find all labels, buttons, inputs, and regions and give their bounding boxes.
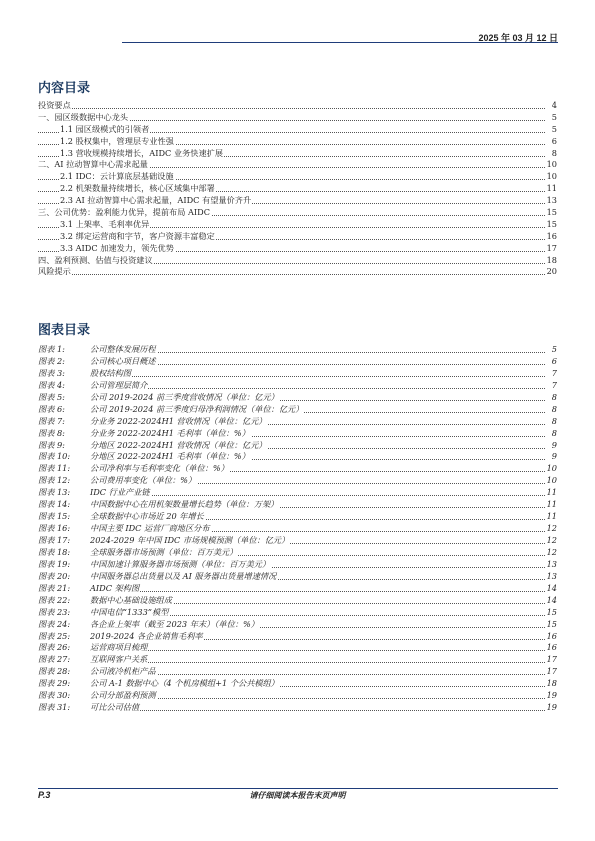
figure-item[interactable]: [38, 535, 557, 547]
figure-page: 19: [546, 702, 557, 713]
figure-page: 15: [546, 606, 557, 617]
figure-number: 图表 18:: [38, 546, 71, 557]
toc-item-label: 二、AI 拉动智算中心需求起量: [38, 159, 148, 170]
figure-page: 9: [551, 439, 557, 450]
toc-item-label: 投资要点: [38, 100, 71, 110]
figure-page: 8: [551, 415, 557, 426]
toc-item-page: 10: [546, 171, 557, 182]
figure-item[interactable]: [38, 666, 557, 678]
toc-item[interactable]: [38, 159, 557, 171]
figure-title: 中国数据中心在用机架数量增长趋势（单位：万架）: [90, 499, 279, 510]
figure-number: 图表 19:: [38, 558, 71, 569]
figure-title: 公司 2019-2024 前三季度营收情况（单位：亿元）: [90, 391, 279, 402]
toc-item[interactable]: [38, 255, 557, 267]
figure-item[interactable]: [38, 690, 557, 702]
toc-item[interactable]: [38, 100, 557, 112]
toc-list: [38, 100, 557, 278]
toc-item-page: 8: [551, 147, 557, 158]
figure-page: 10: [546, 475, 557, 486]
figure-title: 公司整体发展历程: [90, 344, 156, 354]
figure-page: 8: [551, 427, 557, 438]
figure-item[interactable]: [38, 619, 557, 631]
figure-item[interactable]: [38, 428, 557, 440]
figure-number: 图表 28:: [38, 666, 71, 677]
toc-item-page: 17: [546, 242, 557, 253]
figure-page: 14: [546, 594, 557, 605]
leader-dots: [38, 274, 545, 275]
figure-item[interactable]: [38, 702, 557, 714]
figure-item[interactable]: [38, 487, 557, 499]
leader-dots: [90, 388, 545, 389]
figure-title: 全球数据中心市场近 20 年增长: [90, 511, 204, 522]
toc-item-label: 3.3 AIDC 加速发力，领先优势: [60, 242, 174, 253]
figure-page: 7: [551, 367, 557, 378]
figure-item[interactable]: [38, 463, 557, 475]
figure-page: 8: [551, 403, 557, 414]
figure-title: 中国主要 IDC 运营厂商地区分布: [90, 523, 210, 534]
toc-item[interactable]: [38, 171, 557, 183]
leader-dots: [90, 495, 545, 496]
figure-page: 10: [546, 463, 557, 474]
figure-number: 图表 6:: [38, 403, 65, 414]
figure-title: IDC 行业产业链: [90, 487, 150, 498]
figure-item[interactable]: [38, 356, 557, 368]
toc-item[interactable]: [38, 231, 557, 243]
toc-item-page: 13: [546, 195, 557, 206]
page-number: P.3: [38, 790, 51, 800]
figure-page: 16: [546, 642, 557, 653]
figure-page: 12: [546, 523, 557, 534]
toc-item-label: 2.3 AI 拉动智算中心需求起量，AIDC 有望量价齐升: [60, 195, 252, 206]
figure-number: 图表 26:: [38, 642, 71, 653]
figure-page: 6: [551, 355, 557, 366]
figure-page: 9: [551, 451, 557, 462]
footer-rule: [38, 788, 558, 789]
figure-title: 分地区 2022-2024H1 营收情况（单位：亿元）: [90, 439, 267, 450]
figure-item[interactable]: [38, 595, 557, 607]
leader-dots: [90, 364, 545, 365]
figure-item[interactable]: [38, 571, 557, 583]
toc-item[interactable]: [38, 136, 557, 148]
figure-number: 图表 29:: [38, 678, 71, 689]
figure-title: 各企业上架率（截至 2023 年末）（单位：%）: [90, 618, 259, 629]
figure-page: 17: [546, 666, 557, 677]
figure-number: 图表 5:: [38, 391, 65, 402]
figure-title: 公司净利率与毛利率变化（单位：%）: [90, 463, 229, 474]
toc-item[interactable]: [38, 148, 557, 160]
figure-page: 11: [546, 511, 557, 522]
figure-item[interactable]: [38, 404, 557, 416]
figure-title: 数据中心基础设施组成: [90, 594, 172, 605]
figure-number: 图表 14:: [38, 499, 71, 510]
figure-number: 图表 27:: [38, 654, 71, 665]
figure-number: 图表 2:: [38, 355, 65, 366]
figure-title: 公司管理层简介: [90, 379, 148, 390]
toc-item-page: 18: [546, 254, 557, 265]
figure-item[interactable]: [38, 607, 557, 619]
figure-item[interactable]: [38, 392, 557, 404]
figure-number: 图表 4:: [38, 379, 65, 390]
figure-page: 8: [551, 391, 557, 402]
figure-title: 分地区 2022-2024H1 毛利率（单位：%）: [90, 451, 250, 462]
toc-item-page: 11: [546, 183, 557, 194]
figure-page: 13: [546, 570, 557, 581]
toc-item-page: 20: [546, 266, 557, 277]
toc-item-label: 2.2 机架数量持续增长，核心区域集中部署: [60, 183, 215, 194]
toc-item[interactable]: [38, 124, 557, 136]
disclaimer-note: 请仔细阅读本报告末页声明: [249, 790, 346, 800]
figure-item[interactable]: [38, 475, 557, 487]
toc-item[interactable]: [38, 243, 557, 255]
figure-page: 15: [546, 618, 557, 629]
toc-item-label: 三、公司优势：盈利能力优异，提前布局 AIDC: [38, 207, 210, 218]
header-rule: [122, 42, 558, 43]
figure-page: 12: [546, 546, 557, 557]
figure-page: 11: [546, 499, 557, 510]
toc-item-page: 15: [546, 218, 557, 229]
toc-item-page: 10: [546, 159, 557, 170]
figure-item[interactable]: [38, 523, 557, 535]
figure-number: 图表 23:: [38, 606, 71, 617]
figure-title: 公司 A-1 数据中心（4 个机房模组+1 个公共模组）: [90, 678, 279, 689]
figure-title: 公司费用率变化（单位：%）: [90, 475, 197, 486]
figure-item[interactable]: [38, 380, 557, 392]
leader-dots: [90, 591, 545, 592]
figure-item[interactable]: [38, 440, 557, 452]
leader-dots: [90, 662, 545, 663]
figure-item[interactable]: [38, 511, 557, 523]
figure-title: AIDC 架构图: [90, 582, 140, 593]
figure-item[interactable]: [38, 631, 557, 643]
figure-item[interactable]: [38, 654, 557, 666]
figure-item[interactable]: [38, 547, 557, 559]
figure-item[interactable]: [38, 583, 557, 595]
figure-item[interactable]: [38, 368, 557, 380]
figure-number: 图表 15:: [38, 511, 71, 522]
toc-item-page: 5: [551, 111, 557, 122]
figure-number: 图表 10:: [38, 451, 71, 462]
figure-page: 18: [546, 678, 557, 689]
toc-item[interactable]: [38, 219, 557, 231]
report-date: 2025 年 03 月 12 日: [478, 33, 558, 43]
figure-number: 图表 21:: [38, 582, 71, 593]
leader-dots: [90, 698, 545, 699]
toc-item[interactable]: [38, 266, 557, 278]
figure-number: 图表 22:: [38, 594, 71, 605]
figure-title: 分业务 2022-2024H1 营收情况（单位：亿元）: [90, 415, 267, 426]
toc-item-label: 2.1 IDC：云计算底层基础设施: [60, 171, 174, 182]
figure-title: 中国电信“1333”模型: [90, 606, 169, 617]
figure-number: 图表 12:: [38, 475, 71, 486]
toc-item[interactable]: [38, 207, 557, 219]
leader-dots: [90, 650, 545, 651]
figure-item[interactable]: [38, 344, 557, 356]
figure-item[interactable]: [38, 642, 557, 654]
figure-title: 全球服务器市场预测（单位：百万美元）: [90, 546, 238, 557]
toc-item-label: 3.2 绑定运营商和字节，客户资源丰富稳定: [60, 230, 215, 241]
toc-item-label: 风险提示: [38, 266, 71, 277]
figure-title: 中国加速计算服务器市场预测（单位：百万美元）: [90, 558, 271, 569]
toc-item-label: 一、园区级数据中心龙头: [38, 111, 129, 122]
figure-title: 公司核心项目概述: [90, 355, 156, 366]
figure-number: 图表 30:: [38, 690, 71, 701]
figure-number: 图表 9:: [38, 439, 65, 450]
figures-list: [38, 344, 557, 714]
figure-title: 股权结构图: [90, 367, 131, 378]
toc-item-label: 1.2 股权集中，管理层专业性强: [60, 135, 174, 146]
toc-item[interactable]: [38, 183, 557, 195]
figure-number: 图表 16:: [38, 523, 71, 534]
leader-dots: [38, 108, 545, 109]
figure-page: 5: [551, 344, 557, 354]
figure-item[interactable]: [38, 678, 557, 690]
figure-number: 图表 20:: [38, 570, 71, 581]
toc-item-label: 3.1 上架率、毛利率优异: [60, 218, 150, 229]
figure-number: 图表 8:: [38, 427, 65, 438]
toc-item[interactable]: [38, 195, 557, 207]
figure-number: 图表 17:: [38, 535, 71, 545]
figure-page: 17: [546, 654, 557, 665]
figures-heading: 图表目录: [38, 323, 91, 338]
toc-heading: 内容目录: [38, 81, 91, 96]
leader-dots: [90, 710, 545, 711]
toc-item-page: 5: [551, 123, 557, 134]
toc-item-label: 1.3 营收规模持续增长，AIDC 业务快速扩展: [60, 147, 224, 158]
figure-page: 19: [546, 690, 557, 701]
toc-item[interactable]: [38, 112, 557, 124]
figure-title: 中国服务器总出货量以及 AI 服务器出货量增速情况: [90, 570, 277, 581]
toc-item-page: 6: [551, 135, 557, 146]
toc-item-label: 1.1 园区级模式的引领者: [60, 123, 150, 134]
toc-item-label: 四、盈利预测、估值与投资建议: [38, 254, 153, 265]
figure-title: 2019-2024 各企业销售毛利率: [90, 630, 203, 641]
toc-item-page: 16: [546, 230, 557, 241]
figure-title: 公司 2019-2024 前三季度归母净利润情况（单位：亿元）: [90, 403, 304, 414]
figure-page: 12: [546, 535, 557, 545]
figure-number: 图表 25:: [38, 630, 71, 641]
figure-number: 图表 13:: [38, 487, 71, 498]
figure-number: 图表 24:: [38, 618, 71, 629]
figure-title: 运营商项目梳理: [90, 642, 148, 653]
leader-dots: [90, 674, 545, 675]
figure-page: 7: [551, 379, 557, 390]
figure-number: 图表 31:: [38, 702, 71, 713]
toc-item-page: 15: [546, 207, 557, 218]
figure-item[interactable]: [38, 416, 557, 428]
figure-title: 公司液冷机柜产品: [90, 666, 156, 677]
figure-number: 图表 3:: [38, 367, 65, 378]
figure-page: 16: [546, 630, 557, 641]
figure-number: 图表 7:: [38, 415, 65, 426]
figure-number: 图表 11:: [38, 463, 71, 474]
toc-item-page: 4: [551, 100, 557, 110]
leader-dots: [90, 352, 545, 353]
figure-page: 13: [546, 558, 557, 569]
figure-page: 14: [546, 582, 557, 593]
figure-title: 分业务 2022-2024H1 毛利率（单位：%）: [90, 427, 250, 438]
figure-title: 公司分部盈利预测: [90, 690, 156, 701]
figure-title: 可比公司估值: [90, 702, 140, 713]
leader-dots: [90, 376, 545, 377]
figure-item[interactable]: [38, 451, 557, 463]
figure-title: 2024-2029 年中国 IDC 市场规模预测（单位：亿元）: [90, 535, 290, 545]
figure-title: 互联网客户关系: [90, 654, 148, 665]
figure-page: 11: [546, 487, 557, 498]
figure-item[interactable]: [38, 559, 557, 571]
figure-item[interactable]: [38, 499, 557, 511]
figure-number: 图表 1:: [38, 344, 65, 354]
